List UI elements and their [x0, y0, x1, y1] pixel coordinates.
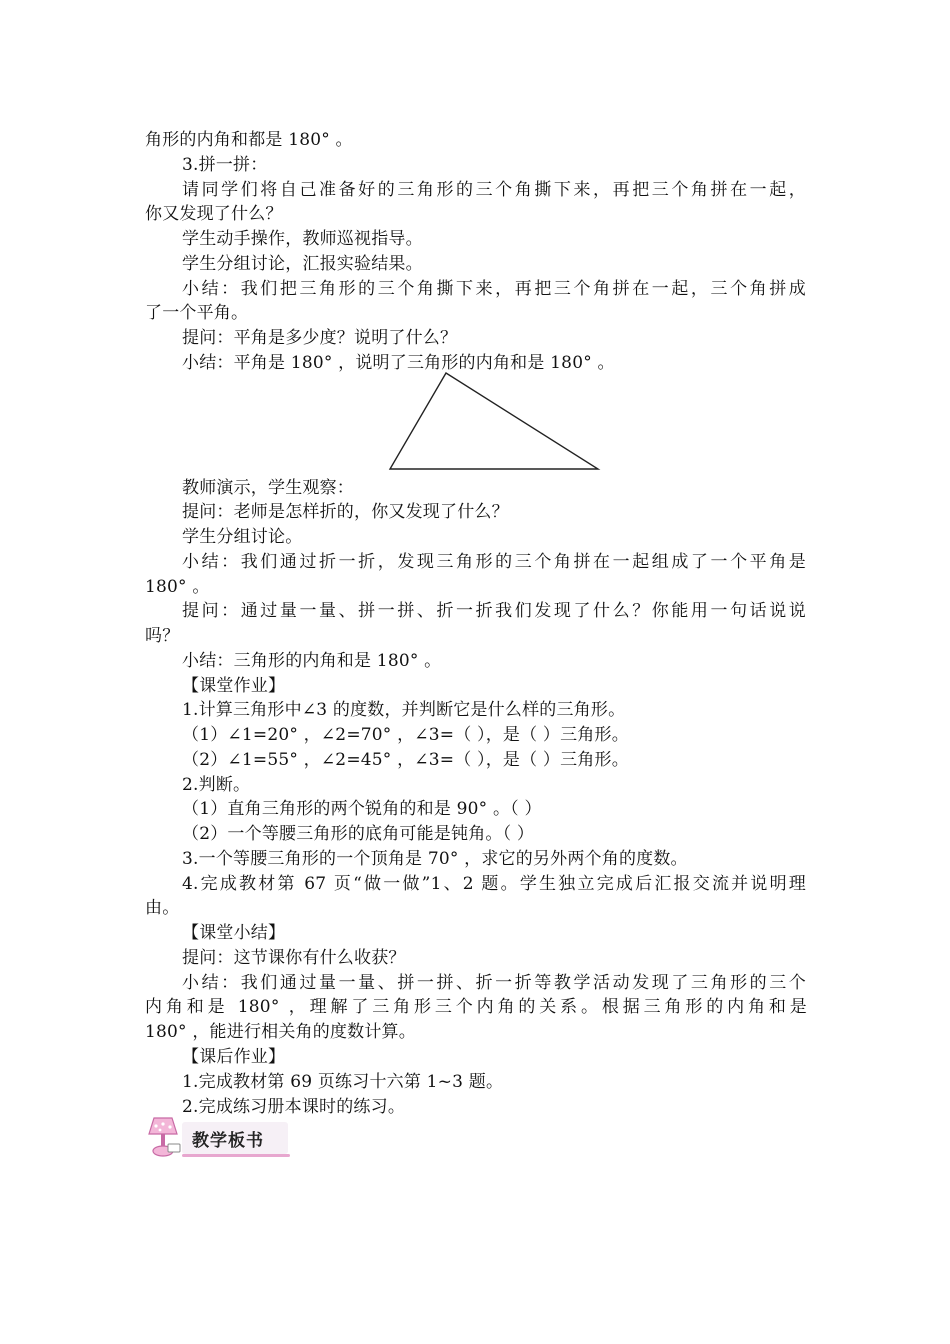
exercise-item: （2）∠1=55° ，∠2=45° ，∠3=（ ），是（ ）三角形。: [182, 750, 629, 770]
exercise-item: （1）直角三角形的两个锐角的和是 90° 。（ ）: [182, 799, 542, 819]
banner-title: 教学板书: [192, 1131, 264, 1151]
text-line: 180° ，能进行相关角的度数计算。: [145, 1022, 416, 1042]
triangle-shape: [390, 373, 598, 469]
text-line: 2.判断。: [182, 775, 251, 795]
text-line: 1.完成教材第 69 页练习十六第 1~3 题。: [182, 1072, 504, 1092]
text-line: 提问：通过量一量、拼一拼、折一折我们发现了什么？你能用一句话说说: [182, 601, 806, 621]
text-line: 提问：老师是怎样折的，你又发现了什么？: [182, 502, 509, 522]
text-line: 3.拼一拼：: [182, 155, 268, 175]
text-line: 学生分组讨论。: [182, 527, 303, 547]
text-line: 提问：这节课你有什么收获？: [182, 948, 406, 968]
text-line: 2.完成练习册本课时的练习。: [182, 1097, 406, 1117]
text-line: 180° 。: [145, 577, 210, 597]
text-line: 4.完成教材第 67 页“做一做”1、2 题。学生独立完成后汇报交流并说明理: [182, 874, 806, 894]
text-line: 小结：我们通过量一量、拼一拼、折一折等教学活动发现了三角形的三个: [182, 973, 806, 993]
text-line: 3.一个等腰三角形的一个顶角是 70° ，求它的另外两个角的度数。: [182, 849, 688, 869]
text-line: 1.计算三角形中∠3 的度数，并判断它是什么样的三角形。: [182, 700, 626, 720]
section-heading: 【课堂小结】: [182, 923, 286, 943]
text-line: 由。: [145, 898, 180, 918]
text-line: 小结：平角是 180° ，说明了三角形的内角和是 180° 。: [182, 353, 615, 373]
desk-lamp-icon: [144, 1114, 184, 1160]
text-line: 学生分组讨论，汇报实验结果。: [182, 254, 423, 274]
text-line: 请同学们将自己准备好的三角形的三个角撕下来，再把三个角拼在一起，: [182, 180, 806, 200]
text-line: 了一个平角。: [145, 303, 249, 323]
exercise-item: （2）一个等腰三角形的底角可能是钝角。（ ）: [182, 824, 535, 844]
exercise-item: （1）∠1=20° ，∠2=70° ，∠3=（ ），是（ ）三角形。: [182, 725, 629, 745]
text-line: 小结：我们把三角形的三个角撕下来，再把三个角拼在一起，三个角拼成: [182, 279, 806, 299]
text-line: 你又发现了什么？: [145, 204, 283, 224]
text-line: 教师演示，学生观察：: [182, 478, 354, 498]
text-line: 提问：平角是多少度？说明了什么？: [182, 328, 458, 348]
section-banner: [142, 1114, 290, 1162]
text-line: 内角和是 180° ，理解了三角形三个内角的关系。根据三角形的内角和是: [145, 997, 807, 1017]
text-line: 小结：三角形的内角和是 180° 。: [182, 651, 442, 671]
text-line: 学生动手操作，教师巡视指导。: [182, 229, 423, 249]
text-line: 小结：我们通过折一折，发现三角形的三个角拼在一起组成了一个平角是: [182, 552, 806, 572]
text-line: 角形的内角和都是 180° 。: [145, 130, 353, 150]
section-heading: 【课堂作业】: [182, 676, 286, 696]
section-heading: 【课后作业】: [182, 1047, 286, 1067]
text-line: 吗？: [145, 626, 180, 646]
triangle-figure: [388, 370, 602, 474]
